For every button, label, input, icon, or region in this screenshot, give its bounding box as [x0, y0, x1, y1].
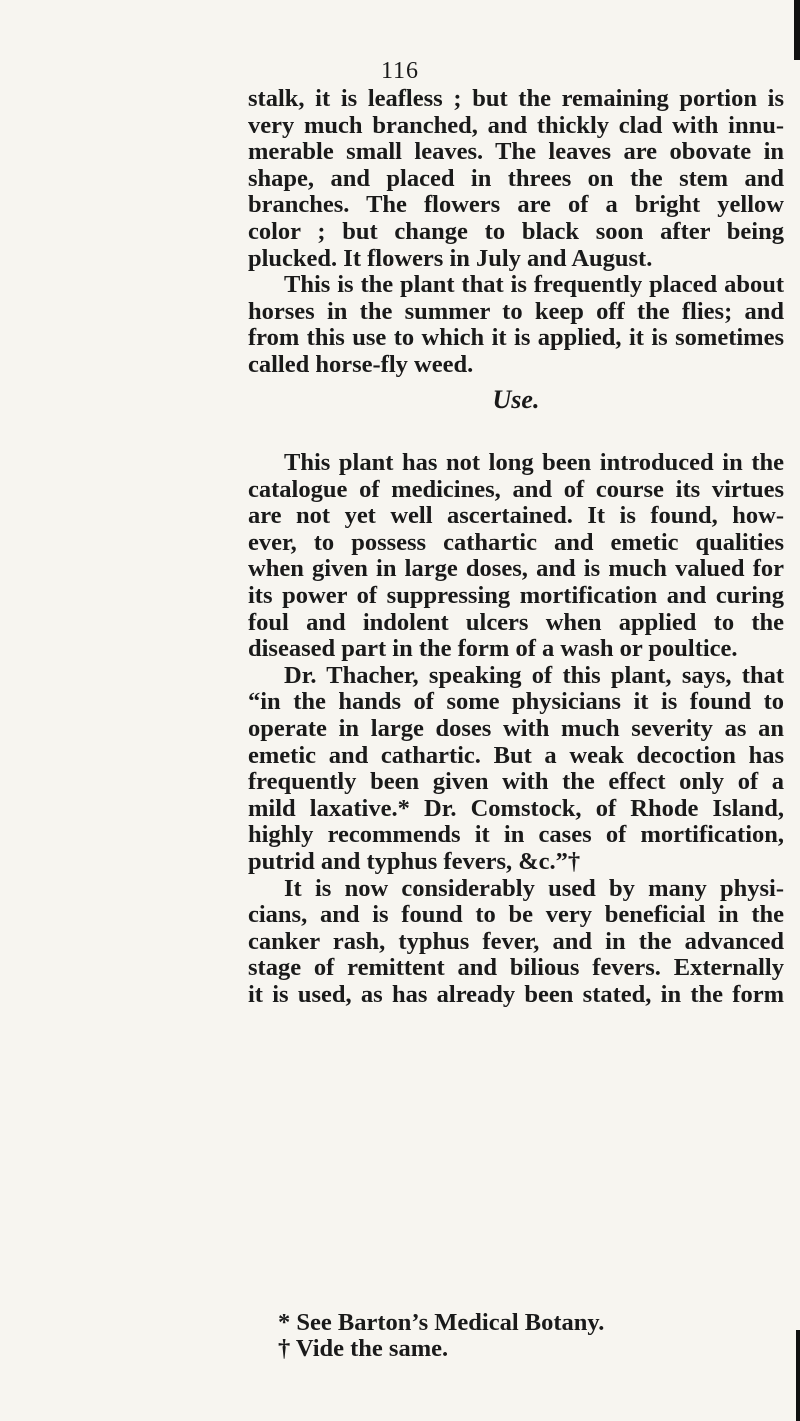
text-line: plucked. It flowers in July and August. — [248, 244, 653, 272]
text-line: mild laxative.* Dr. Comstock, of Rhode Island, — [248, 794, 784, 822]
text-line: It is now considerably used by many physi- — [284, 874, 784, 902]
text-line: This is the plant that is frequently placed about — [284, 271, 784, 299]
text-line: very much branched, and thickly clad with innu- — [248, 111, 784, 139]
page-number: 116 — [380, 58, 420, 84]
text-line: when given in large doses, and is much valued for — [248, 555, 784, 583]
text-line: This plant has not long been introduced in the — [284, 449, 784, 476]
text-line: stalk, it is leafless ; but the remaining portion is — [248, 85, 784, 112]
text-line: called horse-fly weed. — [248, 350, 474, 378]
text-lower — [248, 450, 784, 1008]
text-line: highly recommends it in cases of mortification, — [248, 821, 784, 849]
text-line: horses in the summer to keep off the flies; and — [248, 297, 784, 325]
text-line: are not yet well ascertained. It is found, how- — [248, 502, 784, 530]
text-line: shape, and placed in threes on the stem and — [248, 164, 784, 192]
page-edge-mark — [794, 0, 800, 60]
text-upper — [248, 86, 784, 379]
text-line: emetic and cathartic. But a weak decoction has — [248, 741, 784, 769]
text-line: it is used, as has already been stated, in the form — [248, 980, 784, 1008]
text-line: stage of remittent and bilious fevers. Externally — [248, 954, 784, 982]
text-line: canker rash, typhus fever, and in the advanced — [248, 927, 784, 955]
text-line: putrid and typhus fevers, &c.”† — [248, 847, 581, 875]
text-line: operate in large doses with much severity as an — [248, 714, 784, 742]
text-line: “in the hands of some physicians it is found to — [248, 688, 784, 716]
text-line: its power of suppressing mortification and curing — [248, 581, 784, 609]
page-edge-mark — [796, 1330, 800, 1421]
footnotes — [248, 1310, 784, 1362]
text-line: catalogue of medicines, and of course its virtues — [248, 475, 784, 503]
section-heading: Use. — [492, 385, 540, 414]
text-line: frequently been given with the effect only of a — [248, 768, 784, 796]
text-line: ever, to possess cathartic and emetic qualities — [248, 528, 784, 556]
footnote: † Vide the same. — [278, 1335, 449, 1362]
text-line: branches. The flowers are of a bright yellow — [248, 191, 784, 219]
text-line: cians, and is found to be very beneficial in the — [248, 901, 784, 929]
text-line: merable small leaves. The leaves are obovate in — [248, 138, 784, 166]
text-line: Dr. Thacher, speaking of this plant, says, that — [284, 661, 784, 689]
text-line: color ; but change to black soon after being — [248, 217, 784, 245]
text-line: diseased part in the form of a wash or poultice. — [248, 635, 738, 663]
text-line: from this use to which it is applied, it is sometimes — [248, 324, 784, 352]
footnote: * See Barton’s Medical Botany. — [278, 1309, 605, 1336]
text-line: foul and indolent ulcers when applied to the — [248, 608, 784, 636]
